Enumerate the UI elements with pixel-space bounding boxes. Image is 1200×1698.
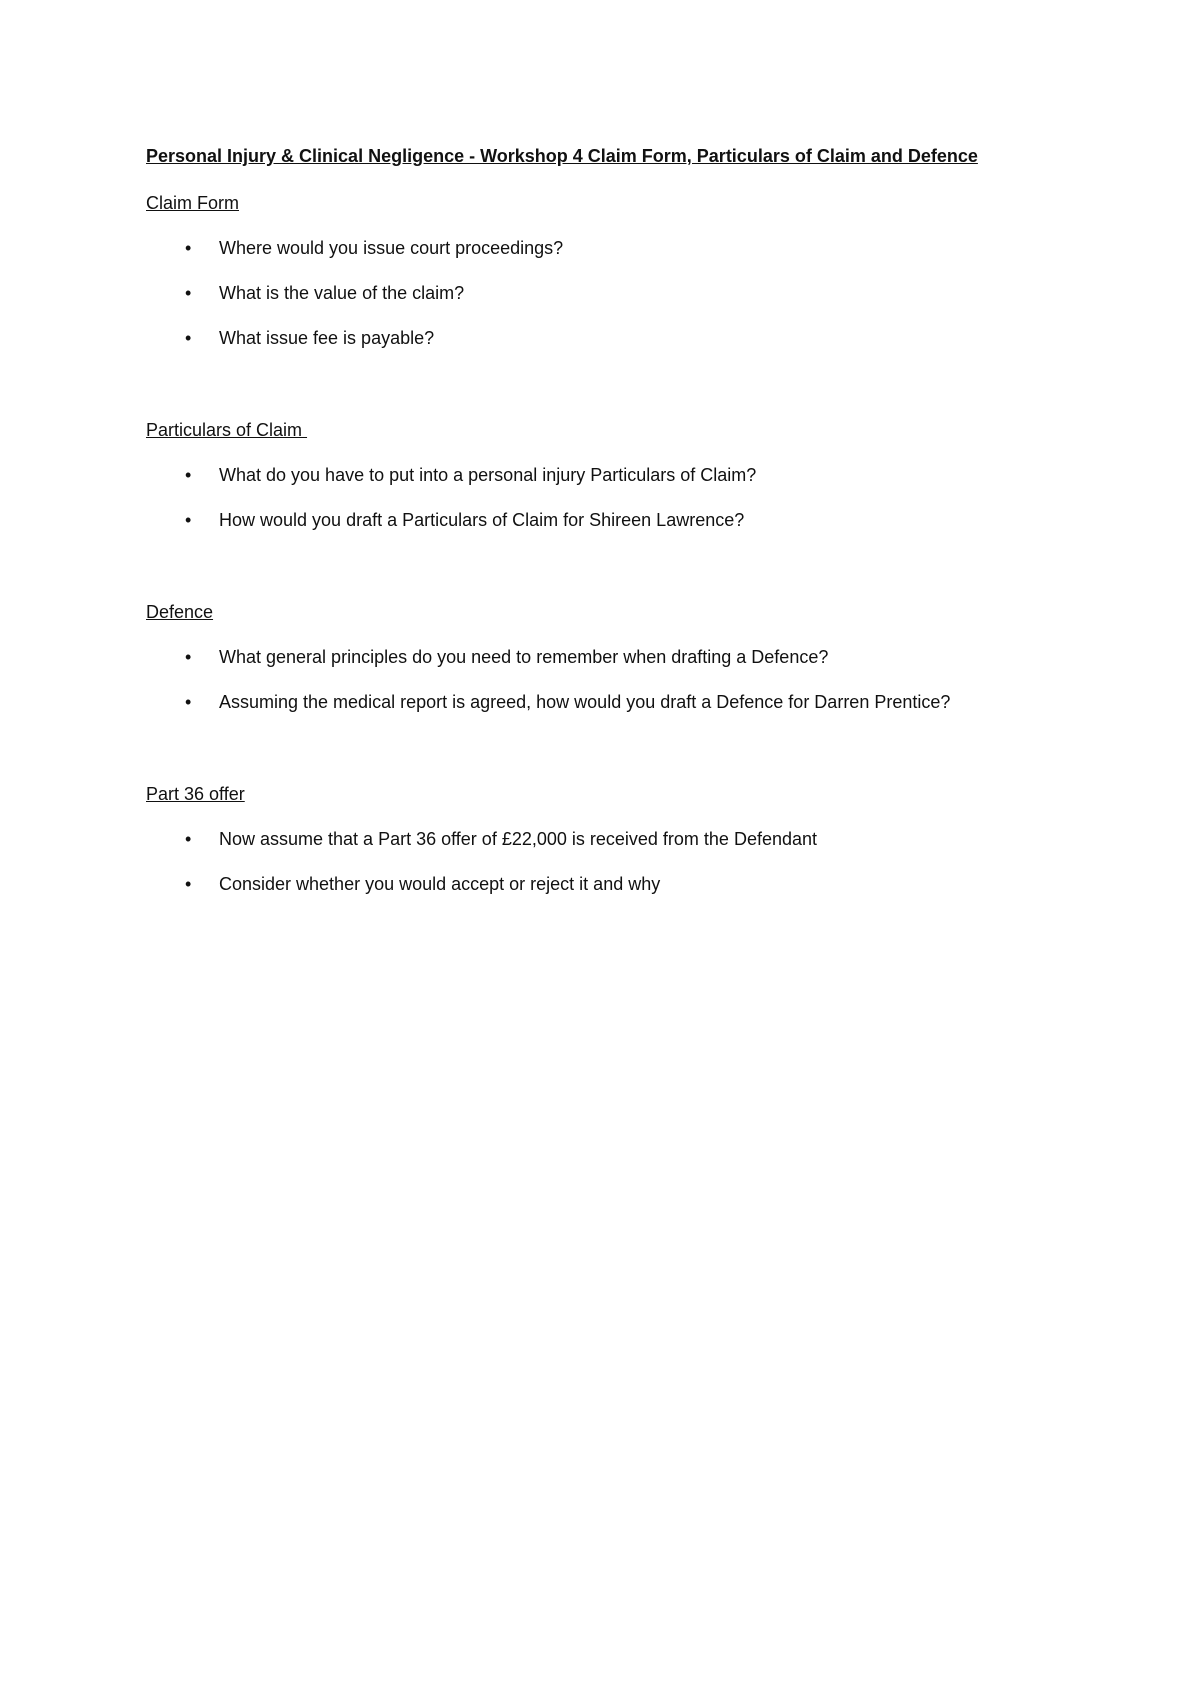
list-item — [146, 236, 1086, 260]
list-item-text: Consider whether you would accept or reject it and why — [219, 874, 661, 894]
bullet-icon: • — [185, 238, 192, 258]
list-item — [146, 508, 1086, 532]
list-item — [146, 463, 1086, 487]
list-item-text: Now assume that a Part 36 offer of £22,000 is received from the Defendant — [219, 829, 818, 849]
bullet-icon: • — [185, 283, 192, 303]
bullet-icon: • — [185, 692, 192, 712]
document-body — [146, 144, 1086, 896]
list-item — [146, 281, 1086, 305]
bullet-icon: • — [185, 874, 192, 894]
bullet-icon: • — [185, 829, 192, 849]
bullet-icon: • — [185, 465, 192, 485]
list-item-text: How would you draft a Particulars of Claim for Shireen Lawrence? — [219, 510, 745, 530]
section-part-36-offer — [146, 782, 1086, 896]
section-heading-part-36-offer: Part 36 offer — [146, 784, 245, 804]
bullet-icon: • — [185, 510, 192, 530]
list-item-text: What general principles do you need to remember when drafting a Defence? — [219, 647, 829, 667]
section-heading-particulars-of-claim: Particulars of Claim — [146, 420, 308, 440]
list-item — [146, 872, 1086, 896]
list-item-text: What is the value of the claim? — [219, 283, 465, 303]
list-item — [146, 326, 1086, 350]
bullet-list — [146, 827, 1086, 896]
bullet-list — [146, 463, 1086, 532]
bullet-icon: • — [185, 647, 192, 667]
bullet-icon: • — [185, 328, 192, 348]
list-item — [146, 645, 1086, 669]
document-title: Personal Injury & Clinical Negligence - Workshop 4 Claim Form, Particulars of Claim and Defence — [146, 146, 978, 166]
list-item — [146, 690, 1086, 714]
section-heading-claim-form: Claim Form — [146, 193, 239, 213]
list-item-text: Where would you issue court proceedings? — [219, 238, 564, 258]
bullet-list — [146, 645, 1086, 714]
list-item-text: Assuming the medical report is agreed, how would you draft a Defence for Darren Prentice? — [219, 692, 951, 712]
list-item — [146, 827, 1086, 851]
bullet-list — [146, 236, 1086, 350]
list-item-text: What do you have to put into a personal injury Particulars of Claim? — [219, 465, 757, 485]
list-item-text: What issue fee is payable? — [219, 328, 435, 348]
section-claim-form — [146, 191, 1086, 350]
section-heading-defence: Defence — [146, 602, 214, 622]
section-defence — [146, 600, 1086, 714]
section-particulars-of-claim — [146, 418, 1086, 532]
